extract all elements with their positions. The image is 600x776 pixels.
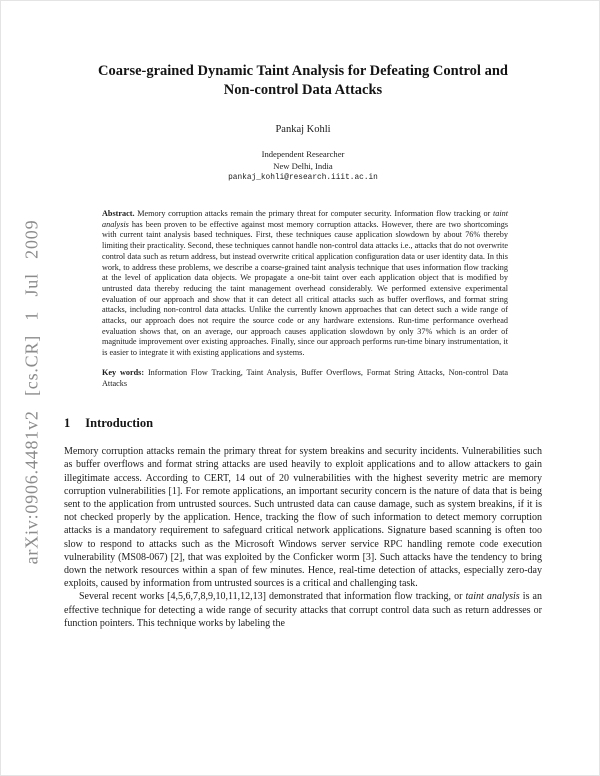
abstract-italic-term: taint analysis xyxy=(102,209,508,229)
paper-title xyxy=(64,62,542,99)
introduction-body xyxy=(64,445,542,630)
intro-paragraph-1: Memory corruption attacks remain the primary threat for system breakins and security incidents. Vulnerabilities such as buffer overflows and format string attacks are used heavily to exploit applications and to allow attackers to gain illegitimate access. According to CERT, 14 out of 20 vulnerabilities with the highest severity metric are memory corruption vulnerabilities [1]. For remote applications, an important security concern is the nature of data that is being sent to the application from untrusted sources. Such untrusted data can cause damage, such as system breakins, if it is not checked properly by the application. Hence, tracking the flow of such information to detect memory corruption attacks is a mandatory requirement to safeguard critical network applications. Signature based scanning is often too slow to respond to attacks such as the Microsoft Windows server service RPC handling remote code execution vulnerability (MS08-067) [2], that was exploited by the Conficker worm [3]. Such attacks have the tendency to bring down the network resources within a span of few minutes. Hence, real-time detection of attacks, especially zero-day exploits, caused by information from untrusted sources is a critical and challenging task. xyxy=(64,446,542,590)
affiliation-line-2: New Delhi, India xyxy=(273,160,333,171)
intro-paragraph-2 xyxy=(64,590,542,630)
keywords-label: Key words: xyxy=(102,367,145,377)
intro-p2-text-1: Several recent works [4,5,6,7,8,9,10,11,12,13] demonstrated that information flow tracking, or xyxy=(79,591,466,603)
title-line-1: Coarse-grained Dynamic Taint Analysis for Defeating Control and xyxy=(98,63,508,79)
email-address: pankaj_kohli@research.iiit.ac.in xyxy=(228,174,378,182)
paper-content xyxy=(64,0,542,630)
abstract-block xyxy=(102,209,508,359)
section-title: Introduction xyxy=(85,416,154,431)
intro-p2-text-2: is an effective technique for detecting a wide range of security attacks that corrupt control data such as return addresses or function pointers. This technique works by labeling the xyxy=(64,591,542,629)
keywords-block xyxy=(102,368,508,389)
abstract-label: Abstract. xyxy=(102,209,135,218)
affiliation-line-1: Independent Researcher xyxy=(261,149,345,159)
author-name: Pankaj Kohli xyxy=(275,124,331,135)
abstract-text-2: has been proven to be effective against most memory corruption attacks. However, there are two shortcomings with current taint analysis based techniques. First, these techniques cause application slowdown by about 76% thereby limiting their practicality. Second, these techniques cannot handle non-control data attacks i.e., attacks that do not overwrite control data such as return address, but instead overwrite critical application configuration data or user identity data. In this work, to address these problems, we describe a coarse-grained taint analysis technique that uses information flow tracking at the level of application data objects. We propagate a one-bit taint over each application object that is modified by untrusted data thereby reducing the taint management overhead considerably. We performed extensive experimental evaluation of our approach and show that it can detect all critical attacks such as buffer overflows, and format string attacks, including non-control data attacks. Unlike the currently known approaches that can detect such a wide range of attacks, our approach does not require the source code or any hardware extensions. Run-time performance overhead evaluation shows that, on an average, our approach causes application slowdown by only 37% which is an order of magnitude improvement over existing approaches. Finally, since our approach performs run-time binary instrumentation, it is easier to integrate it with existing applications and systems. xyxy=(102,219,508,358)
keywords-text: Information Flow Tracking, Taint Analysis, Buffer Overflows, Format String Attacks, Non-control Data Attacks xyxy=(102,367,508,388)
section-number: 1 xyxy=(64,416,71,431)
intro-p2-italic-term: taint analysis xyxy=(465,591,520,603)
section-heading-introduction xyxy=(64,416,542,431)
abstract-text-1: Memory corruption attacks remain the primary threat for computer security. Information flow tracking or xyxy=(134,209,493,218)
affiliation xyxy=(64,149,542,172)
arxiv-watermark: arXiv:0906.4481v2 [cs.CR] 1 Jul 2009 xyxy=(21,219,42,565)
title-line-2: Non-control Data Attacks xyxy=(223,81,383,98)
